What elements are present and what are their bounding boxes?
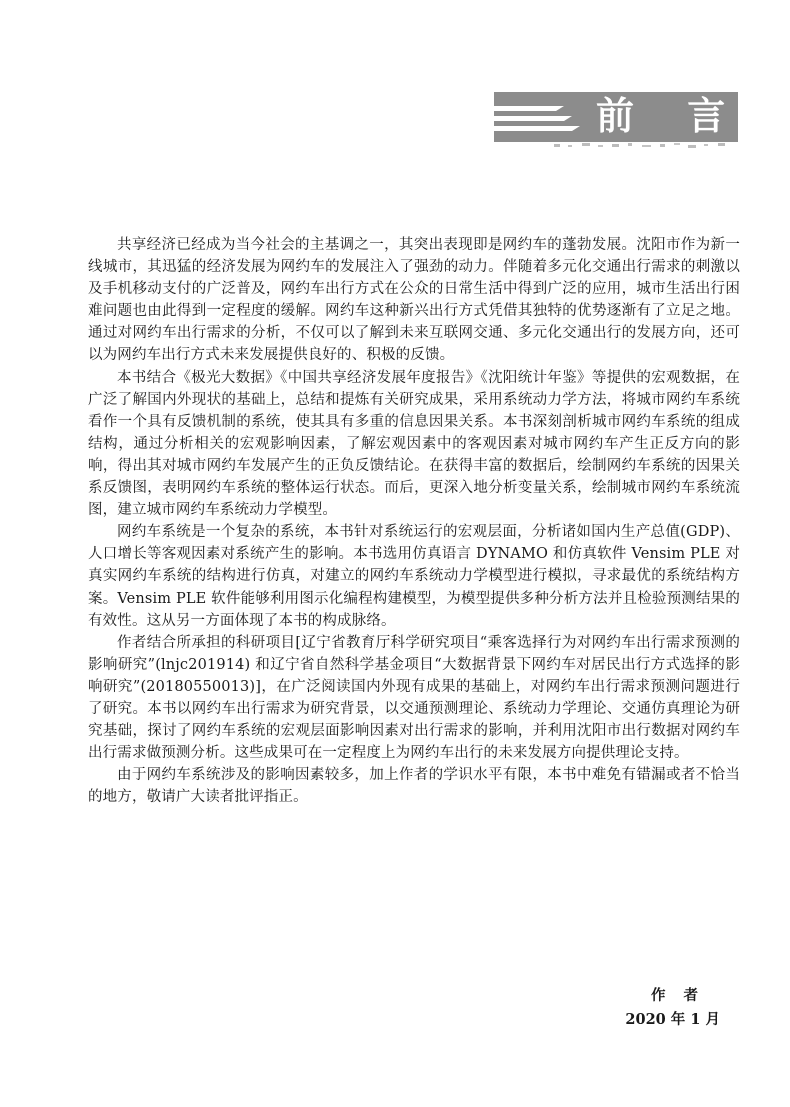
preface-body	[88, 234, 740, 808]
date-label: 2020 年 1 月	[625, 1011, 720, 1028]
signature-block	[625, 984, 720, 1032]
speed-lines-decoration	[494, 92, 594, 142]
paragraph: 由于网约车系统涉及的影响因素较多，加上作者的学识水平有限，本书中难免有错漏或者不恰当的地方，敬请广大读者批评指正。	[88, 767, 740, 806]
author-label: 作者	[651, 987, 716, 1004]
paragraph: 网约车系统是一个复杂的系统，本书针对系统运行的宏观层面，分析诸如国内生产总值(GDP)、人口增长等客观因素对系统产生的影响。本书选用仿真语言 DYNAMO 和仿真软件 Vensim PLE 对真实网约车系统的结构进行仿真，对建立的网约车系统动力学模型进行模拟，寻求最优的系统结构方案。Vensim PLE 软件能够利用图示化编程构建模型，为模型提供多种分析方法并且检验预测结果的有效性。这从另一方面体现了本书的构成脉络。	[88, 524, 740, 629]
paragraph: 共享经济已经成为当今社会的主基调之一，其突出表现即是网约车的蓬勃发展。沈阳市作为新一线城市，其迅猛的经济发展为网约车的发展注入了强劲的动力。伴随着多元化交通出行需求的刺激以及手机移动支付的广泛普及，网约车出行方式在公众的日常生活中得到广泛的应用，城市生活出行困难问题也由此得到一定程度的缓解。网约车这种新兴出行方式凭借其独特的优势逐渐有了立足之地。通过对网约车出行需求的分析，不仅可以了解到未来互联网交通、多元化交通出行的发展方向，还可以为网约车出行方式未来发展提供良好的、积极的反馈。	[88, 237, 740, 364]
paragraph: 作者结合所承担的科研项目[辽宁省教育厅科学研究项目“乘客选择行为对网约车出行需求预测的影响研究”(lnjc201914) 和辽宁省自然科学基金项目“大数据背景下网约车对居民出行方式选择的影响研究”(20180550013)]，在广泛阅读国内外现有成果的基础上，对网约车出行需求预测问题进行了研究。本书以网约车出行需求为研究背景，以交通预测理论、系统动力学理论、交通仿真理论为研究基础，探讨了网约车系统的宏观层面影响因素对出行需求的影响，并利用沈阳市出行数据对网约车出行需求做预测分析。这些成果可在一定程度上为网约车出行的未来发展方向提供理论支持。	[88, 634, 740, 762]
page-title: 前 言	[596, 93, 746, 138]
header-shadow-decoration	[494, 142, 738, 156]
paragraph: 本书结合《极光大数据》《中国共享经济发展年度报告》《沈阳统计年鉴》等提供的宏观数据，在广泛了解国内外现状的基础上，总结和提炼有关研究成果，采用系统动力学方法，将城市网约车系统看作一个具有反馈机制的系统，使其具有多重的信息因果关系。本书深刻剖析城市网约车系统的组成结构，通过分析相关的宏观影响因素，了解宏观因素中的客观因素对城市网约车产生正反方向的影响，得出其对城市网约车发展产生的正负反馈结论。在获得丰富的数据后，绘制网约车系统的因果关系反馈图，表明网约车系统的整体运行状态。而后，更深入地分析变量关系，绘制城市网约车系统流图，建立城市网约车系统动力学模型。	[88, 369, 740, 519]
